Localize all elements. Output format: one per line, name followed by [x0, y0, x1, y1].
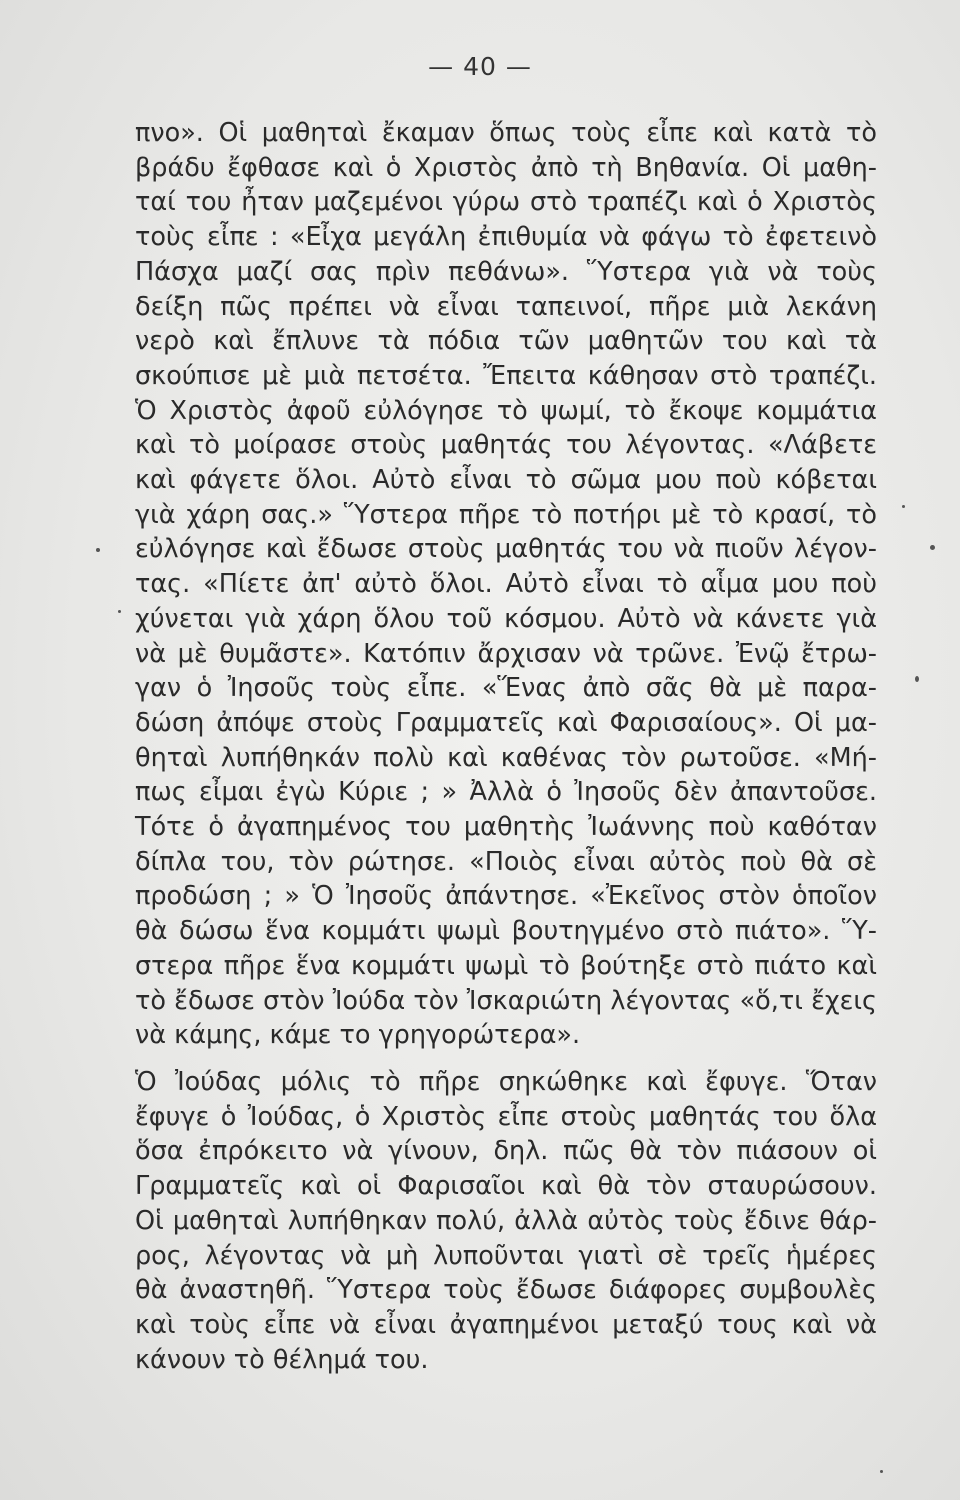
text-line: δώση ἀπόψε στοὺς Γραμματεῖς καὶ Φαρισαίους». Οἱ μα-: [135, 707, 877, 738]
text-line: θὰ δώσω ἕνα κομμάτι ψωμὶ βουτηγμένο στὸ πιάτο». Ὕ-: [135, 916, 877, 947]
paragraph: [135, 116, 877, 1053]
text-line: ὅσα ἐπρόκειτο νὰ γίνουν, δηλ. πῶς θὰ τὸν πιάσουν οἱ: [135, 1136, 877, 1167]
paper-speck: [96, 548, 100, 552]
paper-speck: [915, 676, 919, 682]
text-line: νερὸ καὶ ἔπλυνε τὰ πόδια τῶν μαθητῶν του καὶ τὰ: [135, 326, 877, 357]
text-line: Γραμματεῖς καὶ οἱ Φαρισαῖοι καὶ θὰ τὸν σταυρώσουν.: [135, 1171, 877, 1202]
text-line: εὐλόγησε καὶ ἔδωσε στοὺς μαθητάς του νὰ πιοῦν λέγον-: [135, 534, 877, 565]
text-line: ταί του ἦταν μαζεμένοι γύρω στὸ τραπέζι καὶ ὁ Χριστὸς: [135, 187, 877, 218]
text-line: καὶ φάγετε ὅλοι. Αὐτὸ εἶναι τὸ σῶμα μου ποὺ κόβεται: [135, 465, 877, 496]
text-line: Οἱ μαθηταὶ λυπήθηκαν πολύ, ἀλλὰ αὐτὸς τοὺς ἔδινε θάρ-: [135, 1205, 877, 1236]
text-line: τοὺς εἶπε : «Εἶχα μεγάλη ἐπιθυμία νὰ φάγω τὸ ἐφετεινὸ: [135, 222, 877, 253]
text-line: τὸ ἔδωσε στὸν Ἰούδα τὸν Ἰσκαριώτη λέγοντας «ὅ,τι ἔχεις: [135, 985, 877, 1016]
body-text: [135, 116, 877, 1377]
text-line: δείξη πῶς πρέπει νὰ εἶναι ταπεινοί, πῆρε μιὰ λεκάνη: [135, 291, 877, 322]
text-line: τας. «Πίετε ἀπ' αὐτὸ ὅλοι. Αὐτὸ εἶναι τὸ αἷμα μου ποὺ: [135, 569, 877, 600]
paper-speck: [880, 1470, 883, 1473]
text-line: νὰ μὲ θυμᾶστε». Κατόπιν ἄρχισαν νὰ τρῶνε. Ἐνῷ ἔτρω-: [135, 638, 877, 669]
text-line: Τότε ὁ ἀγαπημένος του μαθητὴς Ἰωάννης ποὺ καθόταν: [135, 812, 877, 843]
text-line: καὶ τὸ μοίρασε στοὺς μαθητάς του λέγοντας. «Λάβετε: [135, 430, 877, 461]
text-line: ἔφυγε ὁ Ἰούδας, ὁ Χριστὸς εἶπε στοὺς μαθητάς του ὅλα: [135, 1101, 877, 1132]
text-line: βράδυ ἔφθασε καὶ ὁ Χριστὸς ἀπὸ τὴ Βηθανία. Οἱ μαθη-: [135, 152, 877, 183]
text-line: δίπλα του, τὸν ρώτησε. «Ποιὸς εἶναι αὐτὸς ποὺ θὰ σὲ: [135, 846, 877, 877]
page-number: — 40 —: [428, 52, 532, 81]
text-line: προδώση ; » Ὁ Ἰησοῦς ἀπάντησε. «Ἐκεῖνος στὸν ὁποῖον: [135, 881, 877, 912]
text-line: χύνεται γιὰ χάρη ὅλου τοῦ κόσμου. Αὐτὸ νὰ κάνετε γιὰ: [135, 603, 877, 634]
text-line: καὶ τοὺς εἶπε νὰ εἶναι ἀγαπημένοι μεταξύ τους καὶ νὰ: [135, 1309, 877, 1340]
text-line: θὰ ἀναστηθῆ. Ὕστερα τοὺς ἔδωσε διάφορες συμβουλὲς: [135, 1275, 877, 1306]
text-line: στερα πῆρε ἕνα κομμάτι ψωμὶ τὸ βούτηξε στὸ πιάτο καὶ: [135, 950, 877, 981]
text-line: νὰ κάμης, κάμε το γρηγορώτερα».: [135, 1020, 581, 1051]
paper-speck: [118, 610, 121, 613]
text-line: θηταὶ λυπήθηκάν πολὺ καὶ καθένας τὸν ρωτοῦσε. «Μή-: [135, 742, 877, 773]
text-line: γαν ὁ Ἰησοῦς τοὺς εἶπε. «Ἕνας ἀπὸ σᾶς θὰ μὲ παρα-: [135, 673, 877, 704]
text-line: σκούπισε μὲ μιὰ πετσέτα. Ἔπειτα κάθησαν στὸ τραπέζι.: [135, 360, 877, 391]
text-line: πνο». Οἱ μαθηταὶ ἔκαμαν ὅπως τοὺς εἶπε καὶ κατὰ τὸ: [135, 118, 877, 148]
paragraph: [135, 1065, 877, 1377]
text-line: κάνουν τὸ θέλημά του.: [135, 1344, 429, 1375]
text-line: γιὰ χάρη σας.» Ὕστερα πῆρε τὸ ποτήρι μὲ τὸ κρασί, τὸ: [135, 499, 877, 530]
paper-speck: [902, 505, 905, 508]
text-line: πως εἶμαι ἐγὼ Κύριε ; » Ἀλλὰ ὁ Ἰησοῦς δὲν ἀπαντοῦσε.: [135, 777, 877, 808]
paper-speck: [930, 545, 935, 550]
paragraph-gap: [135, 1053, 877, 1065]
text-line: Ὁ Χριστὸς ἀφοῦ εὐλόγησε τὸ ψωμί, τὸ ἔκοψε κομμάτια: [135, 395, 877, 426]
text-line: Πάσχα μαζί σας πρὶν πεθάνω». Ὕστερα γιὰ νὰ τοὺς: [135, 256, 877, 287]
text-line: Ὁ Ἰούδας μόλις τὸ πῆρε σηκώθηκε καὶ ἔφυγε. Ὅταν: [135, 1066, 877, 1097]
text-line: ρος, λέγοντας νὰ μὴ λυποῦνται γιατὶ σὲ τρεῖς ἡμέρες: [135, 1240, 877, 1271]
